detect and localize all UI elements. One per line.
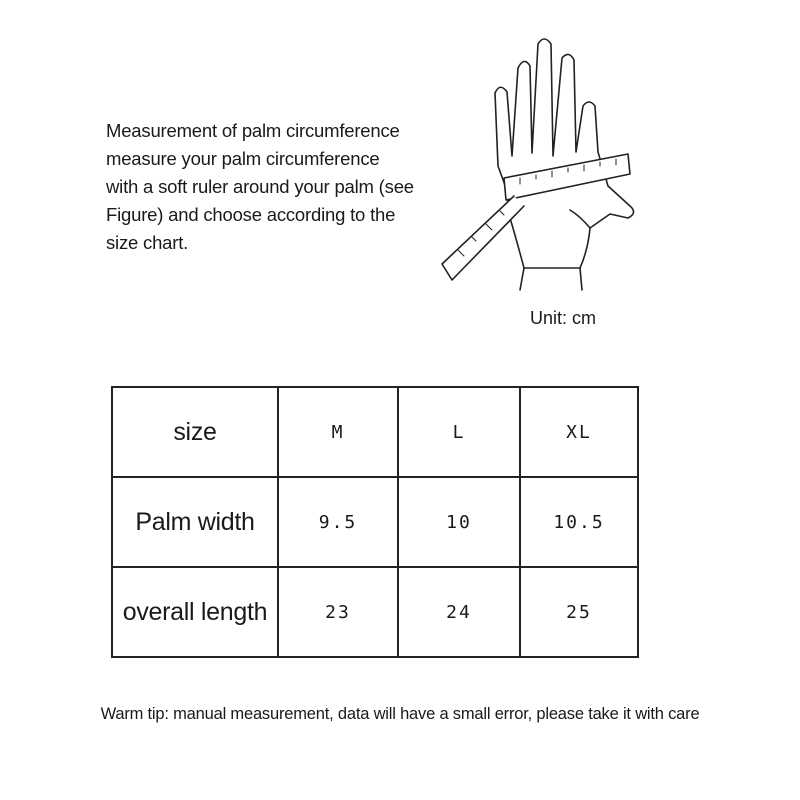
instruction-line: size chart.: [106, 232, 189, 253]
palm-width-label: Palm width: [112, 477, 278, 567]
overall-length-label: overall length: [112, 567, 278, 657]
size-header-m: M: [278, 387, 398, 477]
unit-label: Unit: cm: [530, 308, 597, 328]
hand-outline: [495, 39, 634, 268]
palm-width-m: 9.5: [278, 477, 398, 567]
overall-length-m: 23: [278, 567, 398, 657]
wrist-lines: [520, 268, 582, 290]
size-chart-table: [111, 386, 639, 658]
table-header-row: [112, 387, 638, 477]
instruction-line: with a soft ruler around your palm (see: [106, 176, 414, 197]
size-header-xl: XL: [520, 387, 638, 477]
measurement-instructions: [106, 117, 451, 257]
overall-length-xl: 25: [520, 567, 638, 657]
hand-measurement-illustration: [440, 28, 650, 303]
size-header-label: size: [112, 387, 278, 477]
instruction-line: Measurement of palm circumference: [106, 120, 400, 141]
table-row: [112, 567, 638, 657]
overall-length-l: 24: [398, 567, 520, 657]
table-row: [112, 477, 638, 567]
instruction-line: Figure) and choose according to the: [106, 204, 396, 225]
measuring-tape-band: [504, 154, 630, 200]
measuring-tape-tail: [442, 196, 524, 280]
warm-tip: Warm tip: manual measurement, data will have a small error, please take it with care: [100, 705, 700, 723]
thumb-crease: [570, 210, 590, 228]
instruction-line: measure your palm circumference: [106, 148, 380, 169]
size-header-l: L: [398, 387, 520, 477]
palm-width-l: 10: [398, 477, 520, 567]
palm-width-xl: 10.5: [520, 477, 638, 567]
